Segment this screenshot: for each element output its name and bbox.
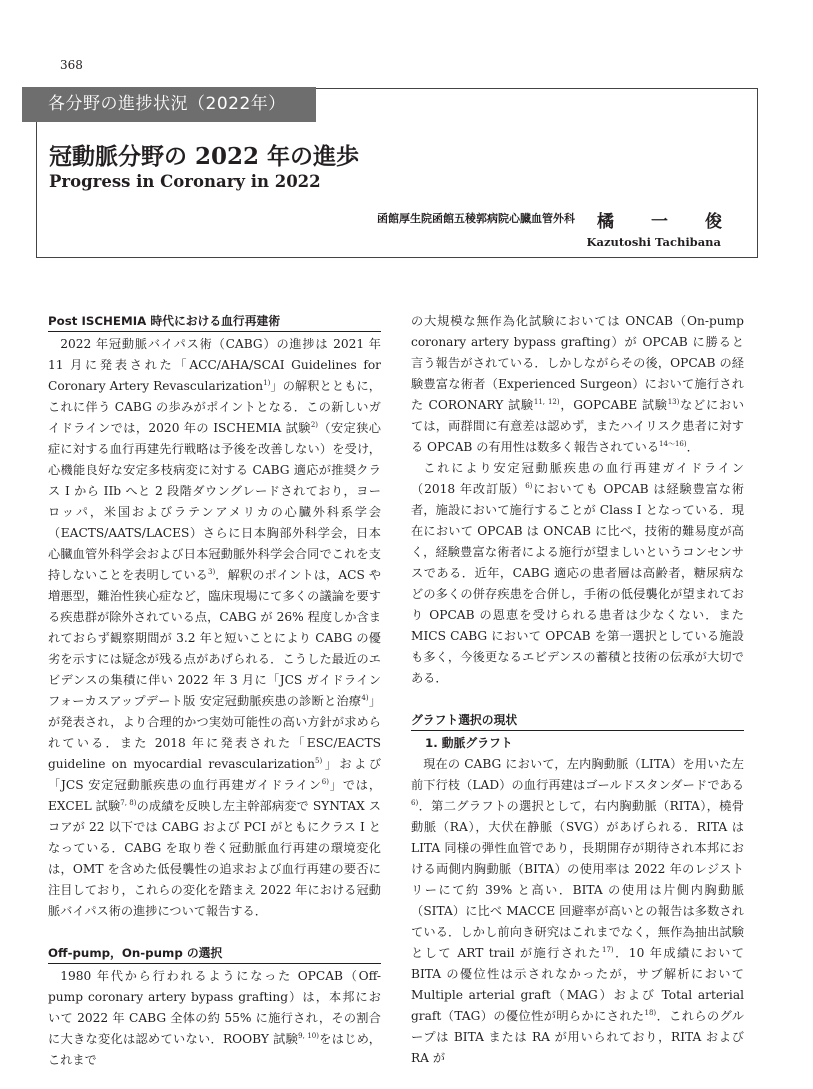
citation-ref: 9, 10)	[298, 1031, 319, 1040]
author-name	[597, 207, 722, 232]
right-column	[411, 311, 744, 1069]
citation-ref: 6)	[411, 798, 419, 807]
page-number: 368	[60, 58, 83, 72]
citation-ref: 13)	[667, 397, 680, 406]
section-heading: Off-pump，On-pump の選択	[48, 943, 381, 964]
body-paragraph: 2022 年冠動脈バイパス術（CABG）の進捗は 2021 年 11 月に発表された「ACC/AHA/SCAI Guidelines for Coronary Artery Revascularization$^{1)}$」の解釈とともに，これに伴う CABG の歩みがポイントとなる．この新しいガイドラインでは，2020 年の ISCHEMIA 試験$^{2)}$（安定狭心症に対する血行再建先行戦略は予後を改善しない）を受け，心機能良好な安定多枝病変に対する CABG 適応が推奨クラス I から IIb へと 2 段階ダウングレードされており，ヨーロッパ，米国およびラテンアメリカの心臓外科系学会（EACTS/AATS/LACES）さらに日本胸部外科学会，日本心臓血管外科学会および日本冠動脈外科学会合同でこれを支持しないことを表明している$^{3)}$．解釈のポイントは，ACS や増悪型，難治性狭心症など，臨床現場にて多くの議論を要する疾患群が除外されている点，CABG が 26% 程度しか含まれておらず観察期間が 3.2 年と短いことにより CABG の優劣を示すには疑念が残る点があげられる．こうした最近のエビデンスの集積に伴い 2022 年 3 月に「JCS ガイドライン フォーカスアップデート版 安定冠動脈疾患の診断と治療$^{4)}$」が発表され，より合理的かつ実効可能性の高い方針が求められている．また 2018 年に発表された「ESC/EACTS guideline on myocardial revascularization$^{5)}$」および「JCS 安定冠動脈疾患の血行再建ガイドライン$^{6)}$」では，EXCEL 試験$^{7, 8)}$の成績を反映し左主幹部病変で SYNTAX スコアが 22 以下では CABG および PCI がともにクラス I となっている．CABG を取り巻く冠動脈血行再建の環境変化は，OMT を含めた低侵襲性の追求および血行再建の要否に注目しており，これらの変化を踏まえ 2022 年における冠動脈バイパス術の進捗について報告する．	[48, 337, 382, 918]
citation-ref: 14～16)	[659, 439, 687, 448]
author-name-char: 橘	[597, 212, 614, 232]
citation-ref: 6)	[525, 481, 533, 490]
citation-ref: 5)	[315, 756, 323, 765]
citation-ref: 3)	[207, 567, 216, 576]
section-label: 各分野の進捗状況（2022年）	[22, 87, 316, 122]
body-paragraph: の大規模な無作為化試験においては ONCAB（On-pump coronary artery bypass grafting）が OPCAB に勝ると言う報告がされている．しかしながらその後，OPCAB の経験豊富な術者（Experienced Surgeon）において施行された CORONARY 試験$^{11, 12)}$，GOPCABE 試験$^{13)}$などにおいては，両群間に有意差は認めず，またハイリスク患者に対する OPCAB の有用性は数多く報告されている$^{14\sim 16)}$．	[411, 314, 745, 454]
citation-ref: 6)	[321, 777, 329, 786]
citation-ref: 7, 8)	[120, 798, 137, 807]
citation-ref: 4)	[361, 693, 369, 702]
author-name-char: 俊	[705, 212, 722, 232]
section-heading: グラフト選択の現状	[411, 710, 744, 731]
citation-ref: 1)	[263, 378, 271, 387]
author-name-char: 一	[651, 212, 668, 232]
citation-ref: 2)	[310, 420, 318, 429]
left-column	[48, 311, 381, 1071]
citation-ref: 18)	[644, 1008, 657, 1017]
body-paragraph: 現在の CABG において，左内胸動脈（LITA）を用いた左前下行枝（LAD）の血行再建はゴールドスタンダードである$^{6)}$．第二グラフトの選択として，右内胸動脈（RITA），橈骨動脈（RA），大伏在静脈（SVG）があげられる．RITA は LITA 同様の弾性血管であり，長期開存が期待され本邦における両側内胸動脈（BITA）の使用率は 2022 年のレジストリーにて約 39% と高い．BITA の使用は片側内胸動脈（SITA）に比べ MACCE 回避率が高いとの報告は多数されている．しかし前向き研究はこれまでなく，無作為抽出試験として ART trail が施行された$^{17)}$．10 年成績において BITA の優位性は示されなかったが，サブ解析において Multiple arterial graft（MAG）および Total arterial graft（TAG）の優位性が明らかにされた$^{18)}$．これらのグループは BITA または RA が用いられており，RITA および RA が	[411, 757, 744, 1065]
citation-ref: 17)	[601, 945, 614, 954]
author-name-english: Kazutoshi Tachibana	[586, 235, 721, 249]
author-affiliation: 函館厚生院函館五稜郭病院心臓血管外科	[377, 212, 575, 225]
body-paragraph: これにより安定冠動脈疾患の血行再建ガイドライン（2018 年改訂版）$^{6)}$においても OPCAB は経験豊富な術者，施設において施行することが Class I となっている．現在において OPCAB は ONCAB に比べ，技術的難易度が高く，経験豊富な術者による施行が望ましいというコンセンサスである．近年，CABG 適応の患者層は高齢者，糖尿病などの多くの併存疾患を合併し，手術の低侵襲化が望まれており OPCAB の恩恵を受けられる患者は少なくない．また MICS CABG において OPCAB を第一選択としている施設も多く，今後更なるエビデンスの蓄積と技術の伝承が大切である．	[411, 461, 744, 685]
article-title-english: Progress in Coronary in 2022	[49, 172, 321, 191]
citation-ref: 11, 12)	[533, 397, 560, 406]
subsection-heading: 1. 動脈グラフト	[425, 736, 513, 750]
body-paragraph: 1980 年代から行われるようになった OPCAB（Off-pump coronary artery bypass grafting）は，本邦において 2022 年 CABG 全体の約 55% に施行され，その割合に大きな変化は認めていない．ROOBY 試験$^{9, 10)}$をはじめ，これまで	[48, 969, 381, 1067]
section-heading: Post ISCHEMIA 時代における血行再建術	[48, 311, 381, 332]
article-title: 冠動脈分野の 2022 年の進歩	[49, 143, 360, 170]
